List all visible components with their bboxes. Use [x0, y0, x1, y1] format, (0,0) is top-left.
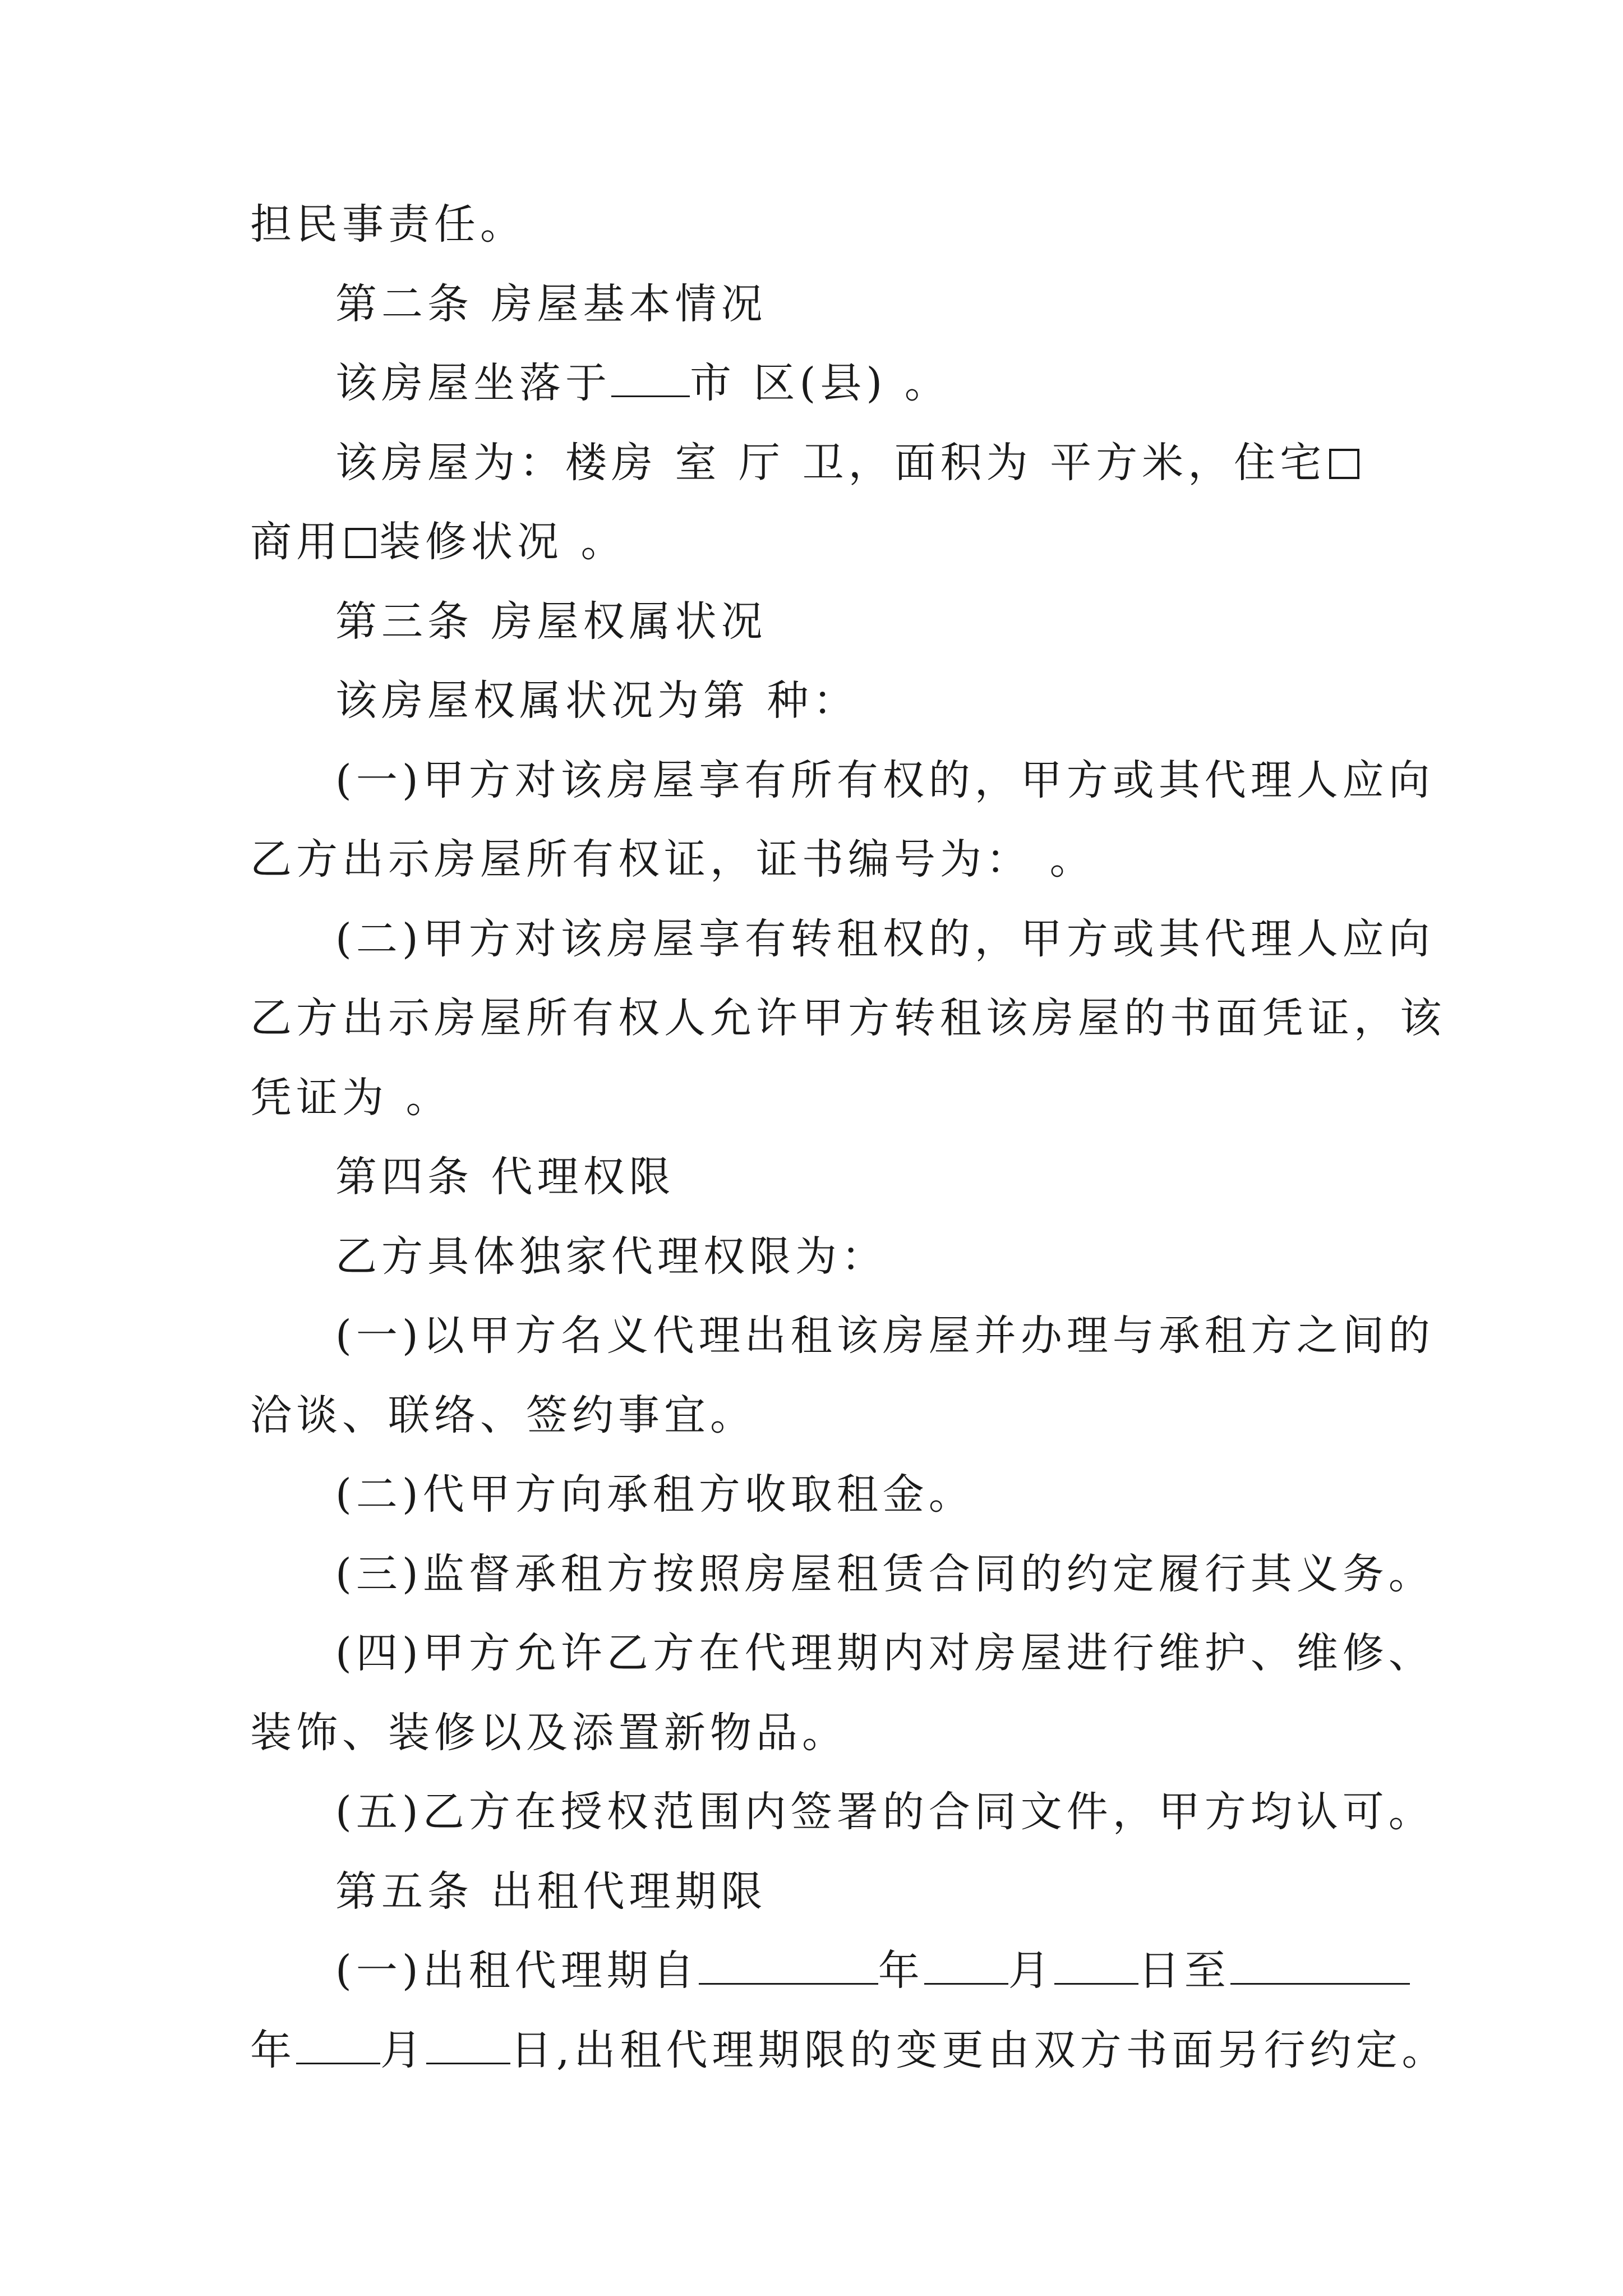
end-day-blank[interactable]	[426, 2028, 510, 2064]
text-segment: 该房屋坐落于	[335, 359, 611, 407]
paragraph-line	[250, 1217, 1383, 1297]
text-segment: 乙方具体独家代理权限为：	[335, 1232, 887, 1281]
text-segment: 第四条 代理权限	[335, 1153, 675, 1201]
text-segment: 日,出租代理期限的变更由双方书面另行约定。	[510, 2026, 1448, 2074]
text-segment: (二)代甲方向承租方收取租金。	[335, 1470, 975, 1519]
commercial-checkbox[interactable]	[345, 528, 376, 558]
paragraph-line	[250, 503, 1383, 582]
paragraph-line	[250, 1694, 1383, 1773]
text-segment: 装饰、装修以及添置新物品。	[250, 1708, 848, 1757]
end-month-blank[interactable]	[296, 2028, 380, 2064]
paragraph-line	[250, 185, 1383, 265]
text-segment: 年	[878, 1947, 924, 1995]
text-segment: 乙方出示房屋所有权证，证书编号为： 。	[250, 835, 1096, 884]
text-segment: 洽谈、联络、签约事宜。	[250, 1391, 756, 1439]
text-segment: 年	[250, 2026, 296, 2074]
paragraph-line	[250, 1931, 1383, 2011]
text-segment: 担民事责任。	[250, 200, 526, 249]
text-segment: 装修状况 。	[379, 518, 627, 566]
paragraph-line	[250, 1614, 1435, 1694]
text-segment: 第五条 出租代理期限	[335, 1867, 767, 1916]
text-segment: 乙方出示房屋所有权人允许甲方转租该房屋的书面凭证，该	[250, 994, 1446, 1042]
text-segment: (三)监督承租方按照房屋租赁合同的约定履行其义务。	[335, 1549, 1435, 1598]
text-segment: (四)甲方允许乙方在代理期内对房屋进行维护、维修、	[335, 1629, 1435, 1677]
article-heading	[250, 1138, 1383, 1217]
text-segment: 月	[380, 2026, 426, 2074]
text-segment: 该房屋为：楼房 室 厅 卫，面积为 平方米，住宅	[335, 438, 1326, 487]
article-heading	[250, 1852, 1383, 1932]
text-segment: 该房屋权属状况为第 种：	[335, 677, 859, 725]
paragraph-line	[250, 1376, 1383, 1456]
text-segment: (一)以甲方名义代理出租该房屋并办理与承租方之间的	[335, 1312, 1435, 1360]
start-year-blank[interactable]	[699, 1948, 878, 1985]
paragraph-line	[250, 661, 1383, 741]
paragraph-line	[250, 741, 1435, 821]
text-segment: 凭证为 。	[250, 1073, 452, 1122]
text-segment: (一)出租代理期自	[335, 1947, 699, 1995]
article-heading	[250, 265, 1383, 344]
text-segment: 第二条 房屋基本情况	[335, 279, 767, 328]
text-segment: 月	[1008, 1947, 1054, 1995]
paragraph-line	[250, 1455, 1383, 1535]
paragraph-line	[250, 2011, 1448, 2091]
text-segment: (二)甲方对该房屋享有转租权的，甲方或其代理人应向	[335, 914, 1435, 963]
start-month-blank[interactable]	[924, 1948, 1008, 1985]
article-heading	[250, 582, 1383, 662]
paragraph-line	[250, 1296, 1435, 1376]
paragraph-line	[250, 820, 1383, 900]
text-segment: (五)乙方在授权范围内签署的合同文件，甲方均认可。	[335, 1788, 1435, 1836]
paragraph-line	[250, 1059, 1383, 1138]
text-segment: 商用	[250, 518, 342, 566]
paragraph-line	[250, 344, 1383, 424]
start-day-blank[interactable]	[1054, 1948, 1138, 1985]
end-year-blank[interactable]	[1230, 1948, 1410, 1985]
paragraph-line	[250, 979, 1446, 1059]
paragraph-line	[250, 900, 1435, 979]
paragraph-line	[250, 424, 1383, 503]
paragraph-line	[250, 1773, 1435, 1852]
text-segment: 日至	[1138, 1947, 1230, 1995]
fill-blank[interactable]	[611, 361, 690, 397]
text-segment: 第三条 房屋权属状况	[335, 597, 767, 646]
paragraph-line	[250, 1535, 1435, 1614]
text-segment: 市 区(县) 。	[690, 359, 951, 407]
residential-checkbox[interactable]	[1329, 449, 1359, 479]
contract-body	[250, 185, 1448, 2090]
text-segment: (一)甲方对该房屋享有所有权的，甲方或其代理人应向	[335, 756, 1435, 804]
